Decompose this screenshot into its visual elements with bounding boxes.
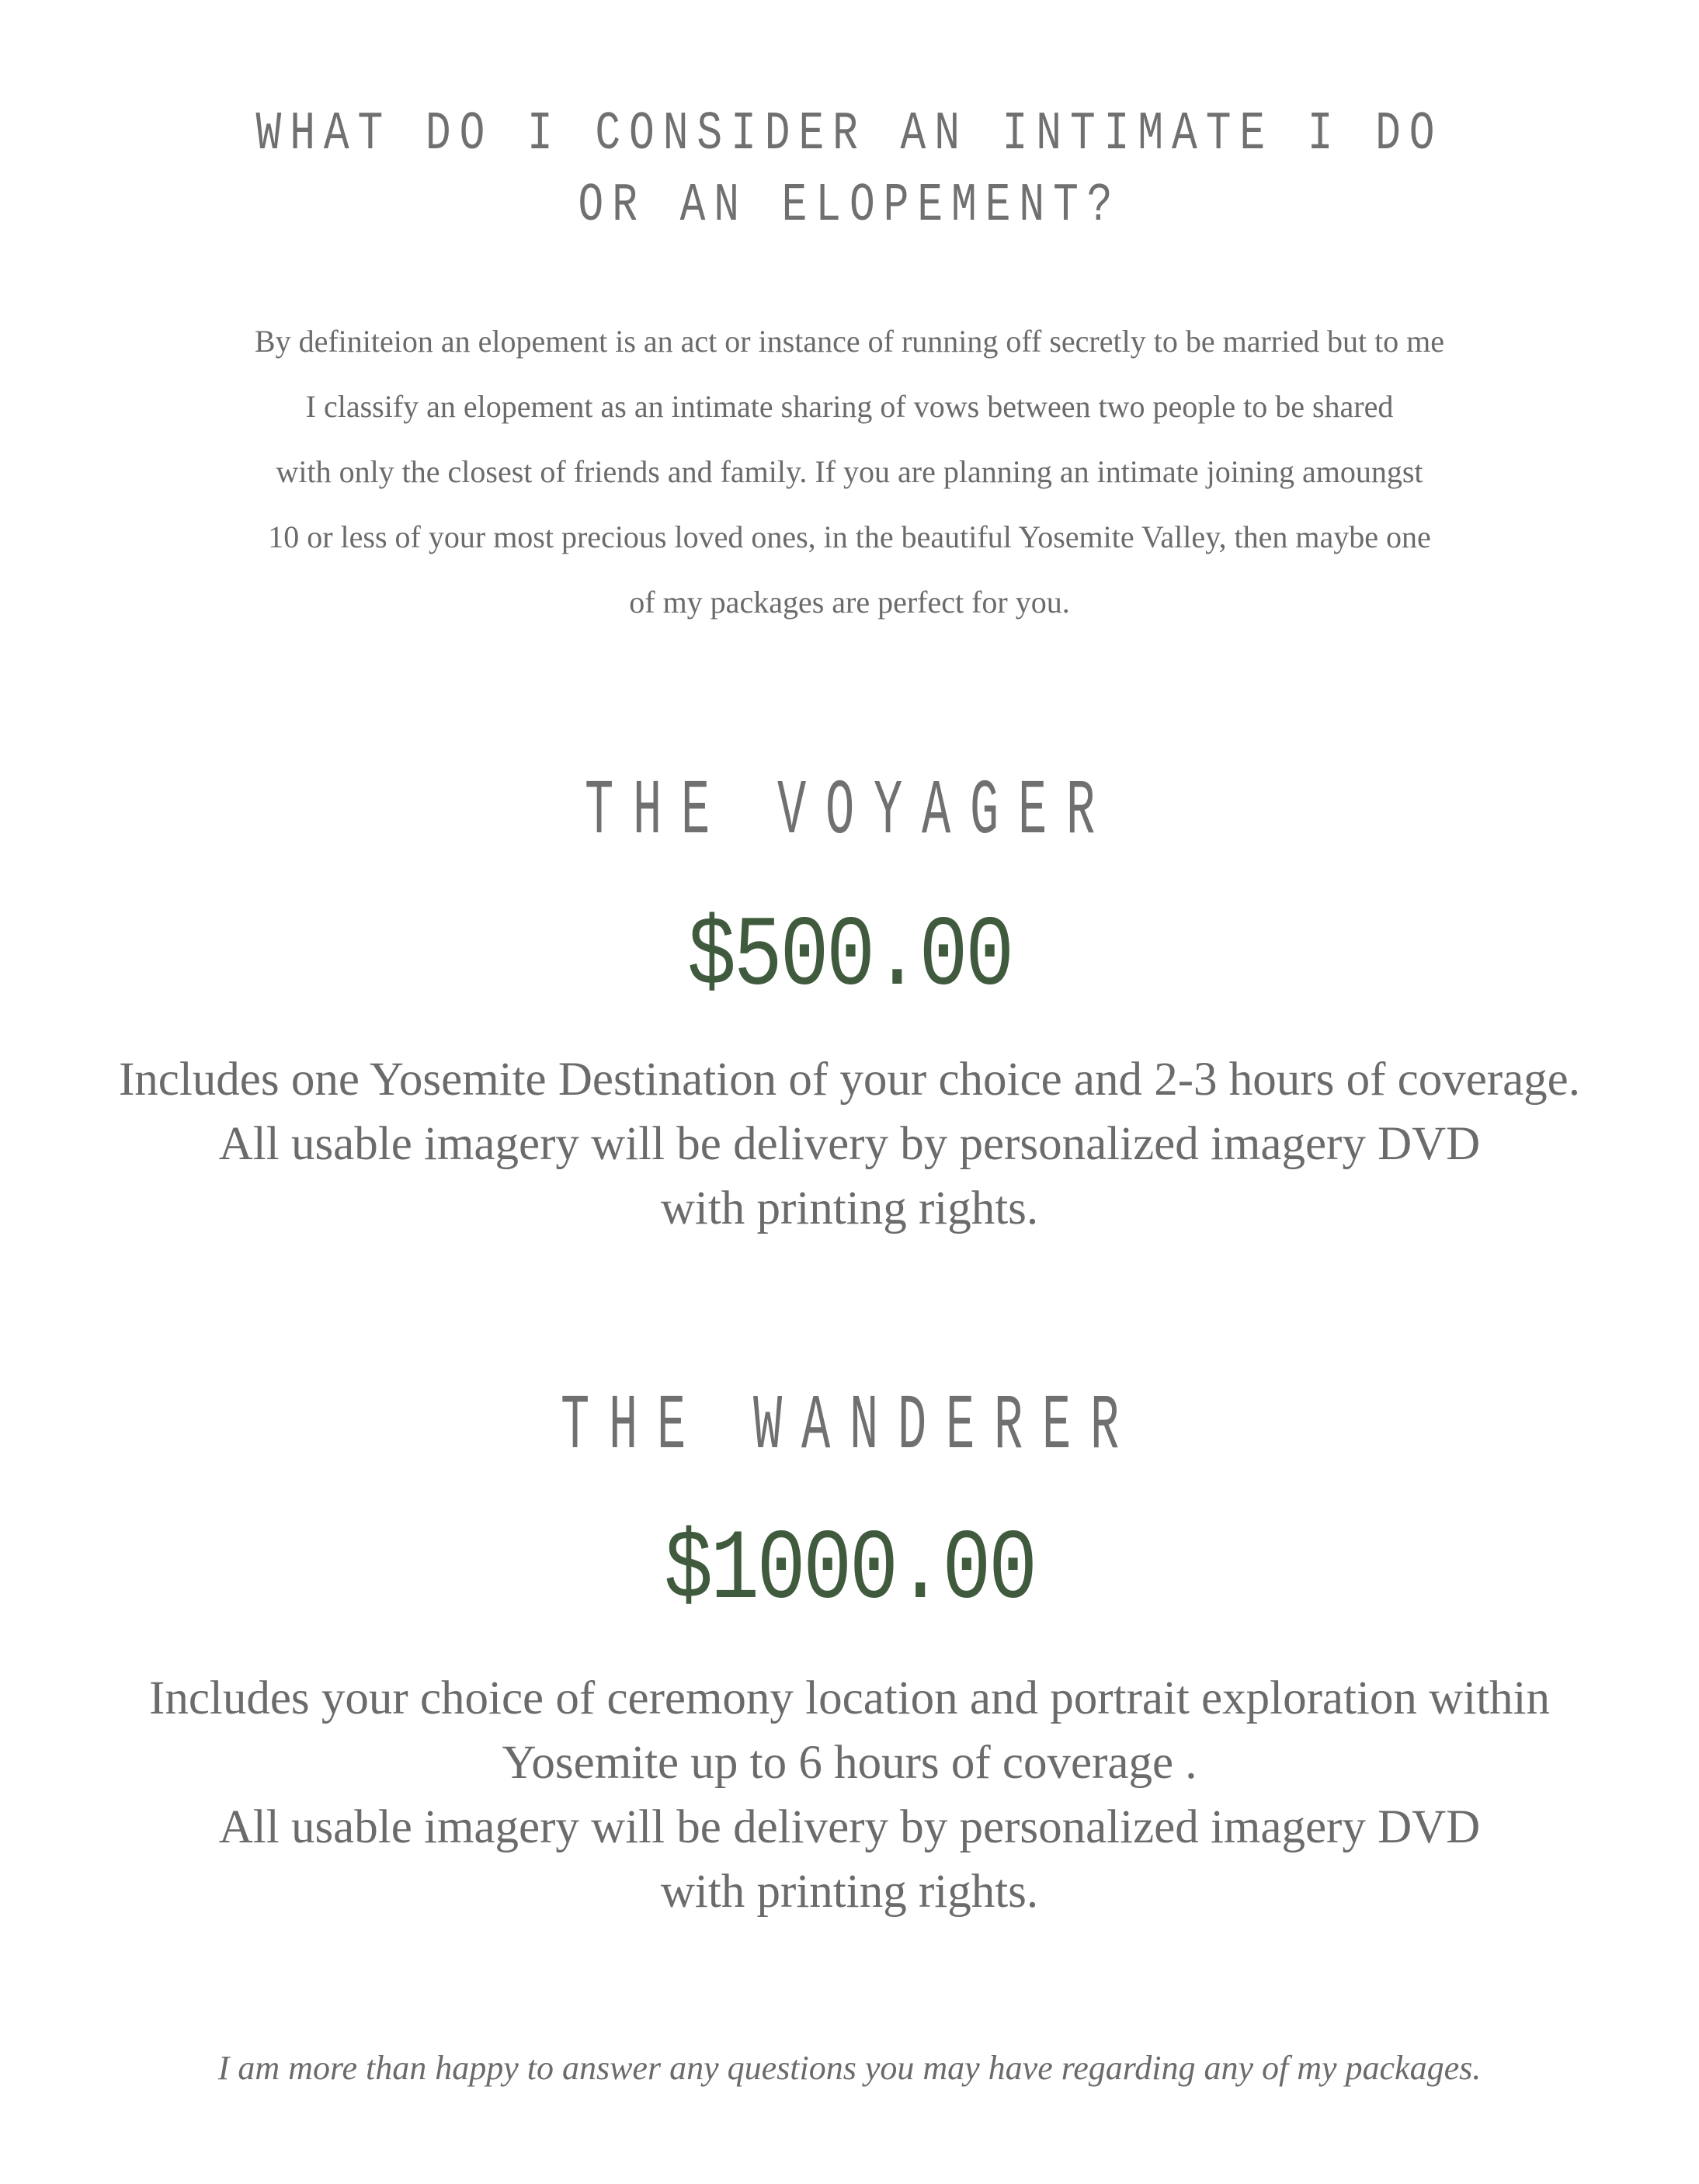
package-description-line: Includes one Yosemite Destination of your choice and 2-3 hours of coverage. (118, 1054, 1581, 1106)
intro-paragraph (0, 309, 1699, 635)
package-description-line: All usable imagery will be delivery by personalized imagery DVD (218, 1801, 1481, 1853)
intro-paragraph-line: with only the closest of friends and family. If you are planning an intimate joining amoungst (276, 454, 1423, 489)
package-description-line: with printing rights. (660, 1182, 1039, 1234)
package-name-wanderer: THE WANDERER (560, 1384, 1139, 1471)
closing-note: I am more than happy to answer any questions you may have regarding any of my packages. (217, 2049, 1482, 2087)
intro-heading (187, 99, 1513, 242)
package-name-voyager: THE VOYAGER (584, 769, 1115, 856)
intro-paragraph-line: By definiteion an elopement is an act or instance of running off secretly to be married but to me (254, 324, 1445, 359)
package-description-line: Includes your choice of ceremony location and portrait exploration within (149, 1672, 1550, 1724)
intro-paragraph-line: I classify an elopement as an intimate sharing of vows between two people to be shared (305, 389, 1394, 424)
intro-paragraph-line: of my packages are perfect for you. (629, 585, 1070, 620)
package-description-line: All usable imagery will be delivery by personalized imagery DVD (218, 1118, 1481, 1170)
package-price-wanderer: $1000.00 (664, 1515, 1035, 1627)
package-description-voyager (0, 1047, 1699, 1241)
package-price-voyager: $500.00 (687, 901, 1012, 1014)
intro-heading-line: OR AN ELOPEMENT? (578, 175, 1121, 237)
package-description-line: Yosemite up to 6 hours of coverage . (502, 1737, 1197, 1789)
package-description-line: with printing rights. (660, 1866, 1039, 1918)
intro-paragraph-line: 10 or less of your most precious loved ones, in the beautiful Yosemite Valley, then maybe one (268, 519, 1431, 554)
package-description-wanderer (0, 1666, 1699, 1924)
intro-heading-line: WHAT DO I CONSIDER AN INTIMATE I DO (255, 104, 1444, 165)
